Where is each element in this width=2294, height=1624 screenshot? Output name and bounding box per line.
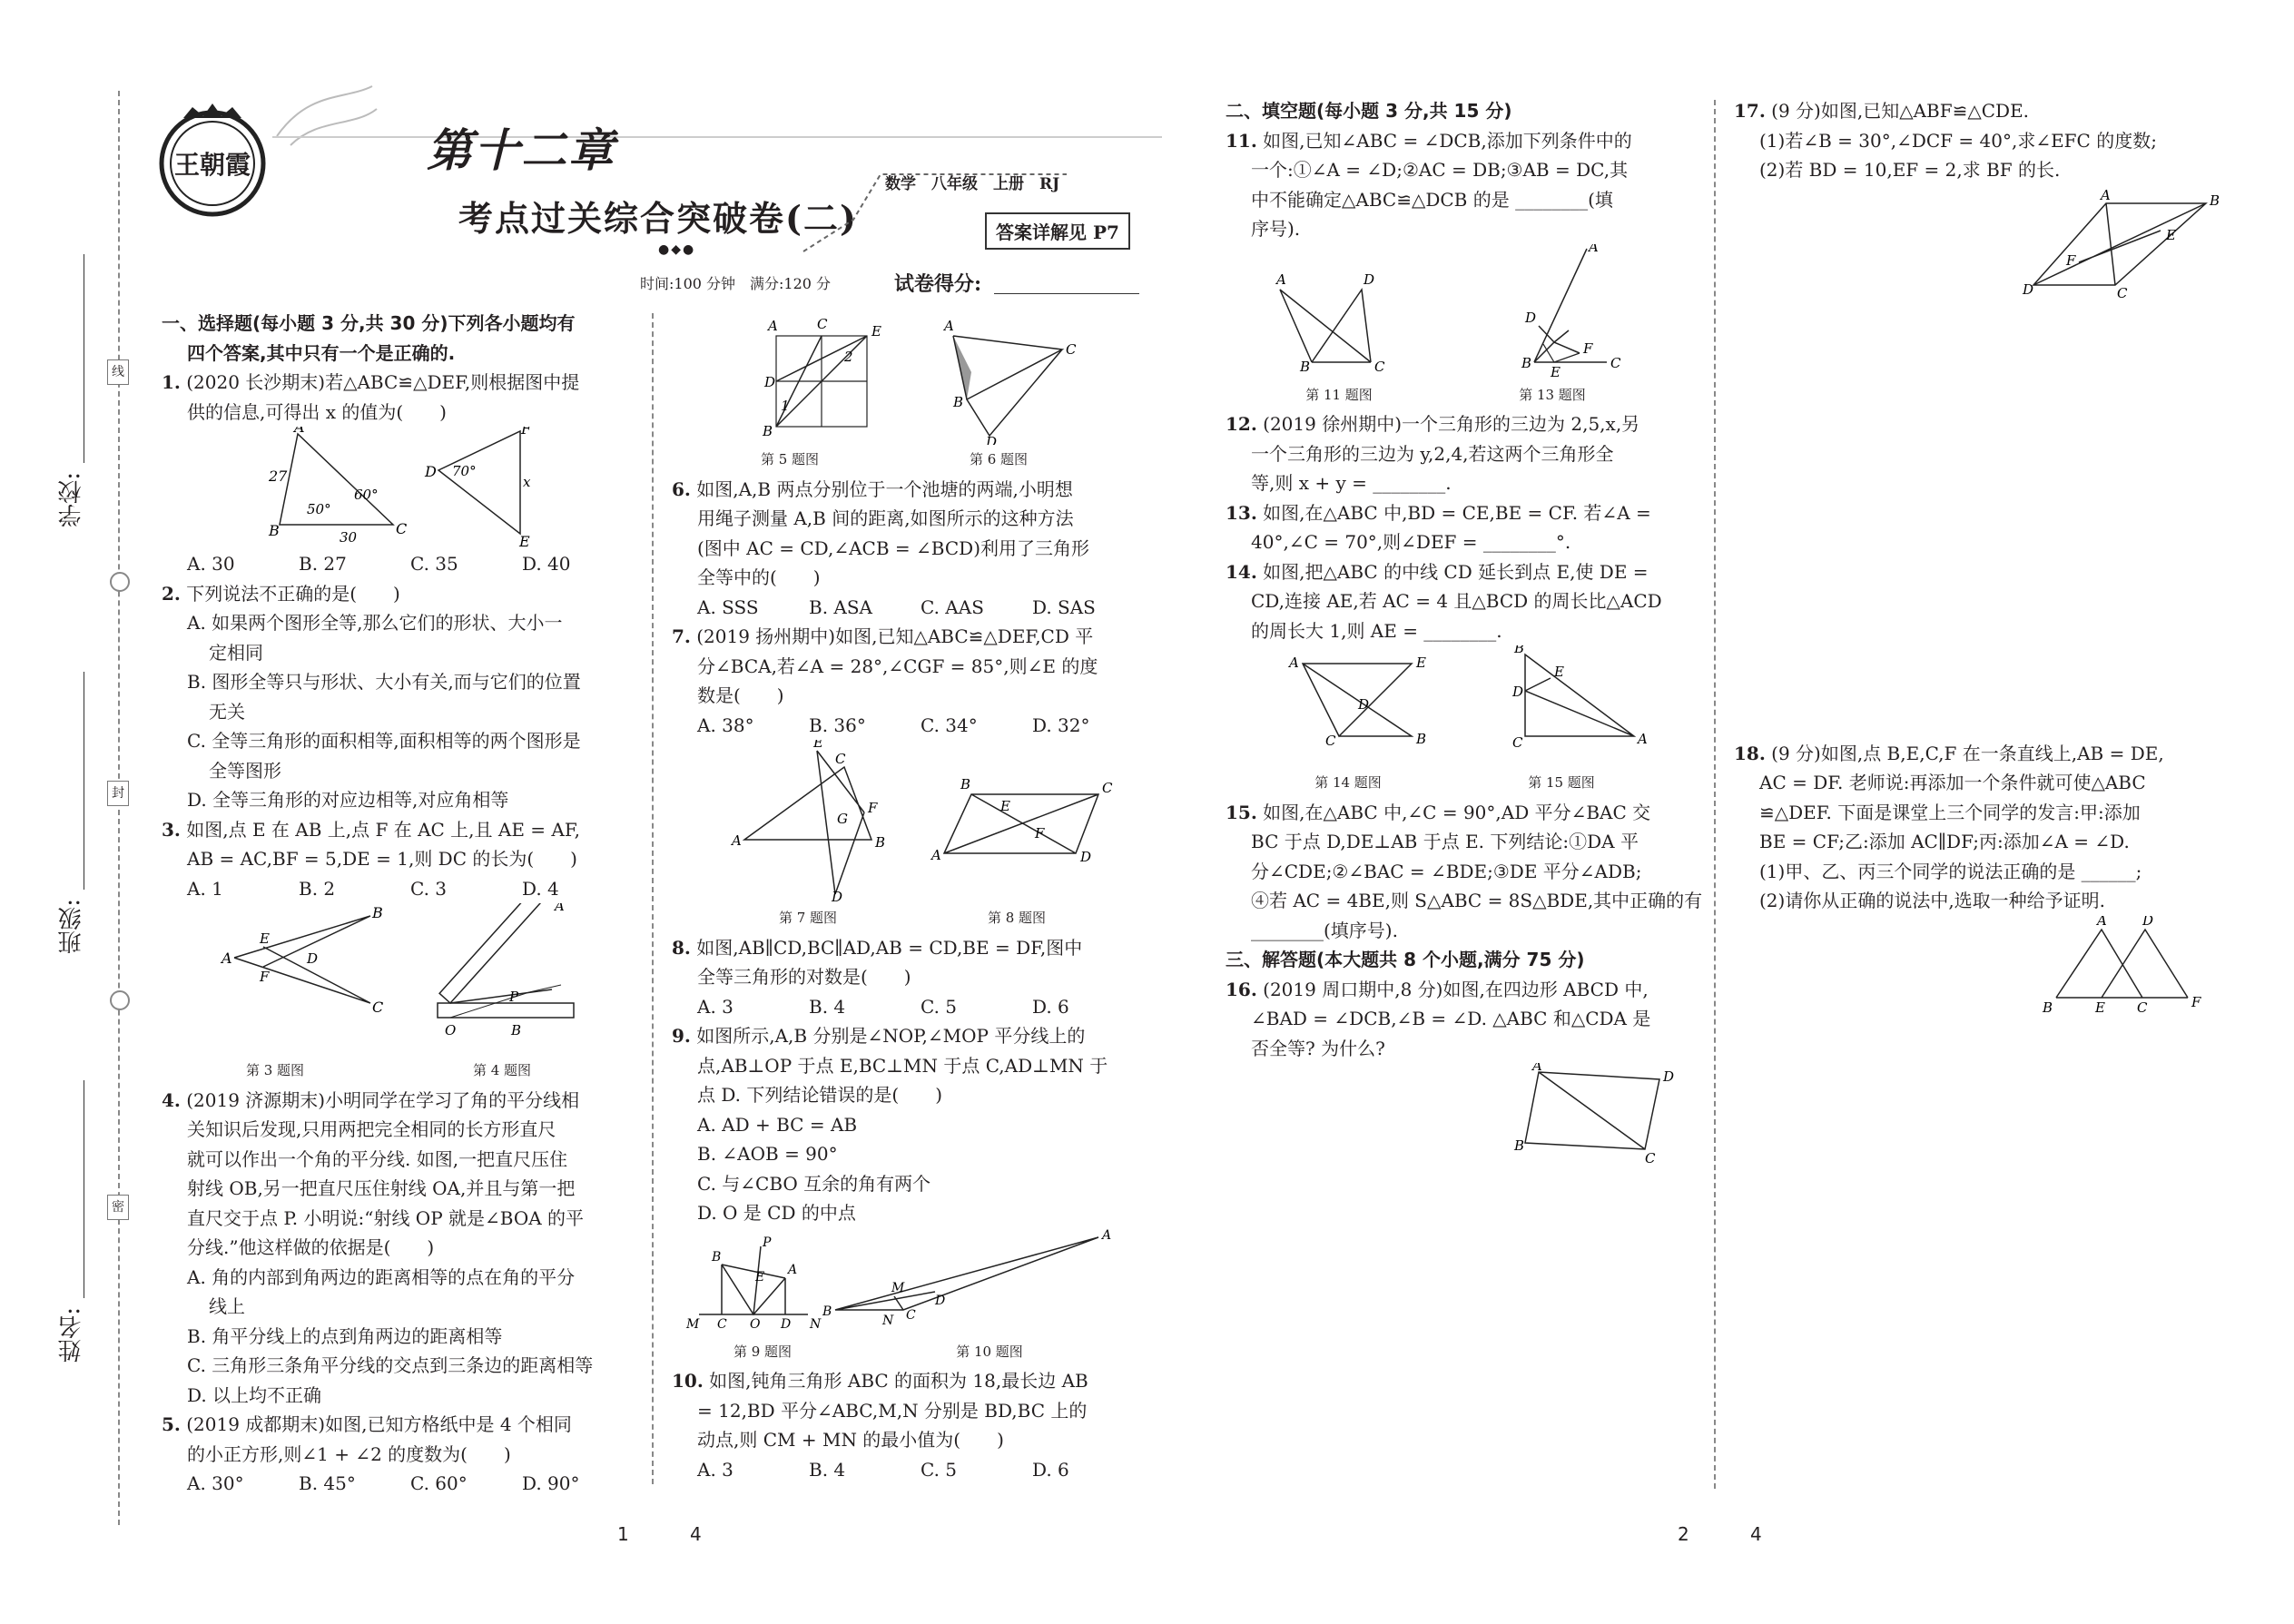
q4-option-a: A. 角的内部到角两边的距离相等的点在角的平分: [187, 1265, 576, 1288]
question-11-line3: 中不能确定△ABC≌△DCB 的是 ________(填: [1251, 188, 1613, 211]
svg-text:P: P: [763, 1235, 772, 1250]
question-7-options: [672, 711, 1144, 741]
question-12-line3: 等,则 x + y = ________.: [1251, 472, 1452, 494]
question-12-line2: 一个三角形的三边为 y,2,4,若这两个三角形全: [1251, 442, 1614, 465]
option-b: B. 2: [299, 877, 336, 900]
svg-text:A: A: [732, 832, 742, 849]
svg-text:B: B: [1416, 731, 1427, 747]
svg-text:A: A: [944, 318, 954, 334]
svg-text:C: C: [1374, 358, 1385, 375]
seal-line-mark: 线: [107, 359, 129, 385]
question-18: 18. (9 分)如图,点 B,E,C,F 在一条直线上,AB = DE,: [1734, 742, 2164, 764]
captions-q14-q15: [1226, 768, 1707, 798]
binding-hole-icon: [110, 572, 130, 592]
question-11: 11. 如图,已知∠ABC = ∠DCB,添加下列条件中的: [1226, 129, 1632, 152]
question-15: 15. 如图,在△ABC 中,∠C = 90°,AD 平分∠BAC 交: [1226, 801, 1651, 823]
class-label: 班级:: [58, 899, 85, 954]
question-9: 9. 如图所示,A,B 分别是∠NOP,∠MOP 平分线上的: [672, 1025, 1086, 1047]
question-10-options: [672, 1455, 1144, 1485]
svg-text:F: F: [1583, 340, 1593, 357]
figures-q14-q15: [1226, 645, 1707, 768]
question-16: 16. (2019 周口期中,8 分)如图,在四边形 ABCD 中,: [1226, 978, 1649, 1000]
dashed-zigzag: [799, 165, 1071, 260]
page-total-left: 4: [690, 1523, 702, 1545]
question-4-line5: 直尺交于点 P. 小明说:“射线 OP 就是∠BOA 的平: [187, 1206, 585, 1229]
answer-reference-box: 答案详解见 P7: [985, 212, 1130, 250]
question-7: 7. (2019 扬州期中)如图,已知△ABC≌△DEF,CD 平: [672, 625, 1094, 647]
svg-text:D: D: [1512, 684, 1524, 700]
caption-q6: 第 6 题图: [969, 451, 1029, 468]
svg-text:E: E: [260, 930, 270, 947]
question-3-line2: AB = AC,BF = 5,DE = 1,则 DC 的长为( ): [187, 848, 577, 870]
question-3-options: [162, 874, 634, 904]
svg-text:N: N: [882, 1313, 894, 1328]
svg-text:A: A: [294, 427, 305, 436]
svg-text:C: C: [717, 1316, 727, 1332]
question-18-line2: AC = DF. 老师说:再添加一个条件就可使△ABC: [1759, 772, 2146, 793]
figures-q11-q13: [1226, 244, 1707, 380]
svg-text:B: B: [875, 834, 886, 851]
option-a: A. 3: [697, 1458, 733, 1481]
section-1-heading-2: 四个答案,其中只有一个是正确的.: [187, 341, 456, 364]
answer-space-q17: [1734, 303, 2224, 739]
score-label: 试卷得分:: [894, 272, 982, 296]
brand-logo: [153, 102, 272, 220]
option-a: A. 1: [187, 877, 223, 900]
caption-q7: 第 7 题图: [778, 910, 838, 926]
q2-option-a-cont: 定相同: [209, 641, 263, 664]
svg-text:A: A: [931, 847, 941, 863]
svg-text:B: B: [372, 904, 383, 921]
question-15-line2: BC 于点 D,DE⊥AB 于点 E. 下列结论:①DA 平: [1251, 831, 1639, 852]
caption-q11: 第 11 题图: [1305, 386, 1373, 403]
svg-text:B: B: [712, 1249, 722, 1265]
q2-option-c: C. 全等三角形的面积相等,面积相等的两个图形是: [187, 730, 581, 752]
question-7-line2: 分∠BCA,若∠A = 28°,∠CGF = 85°,则∠E 的度: [697, 655, 1098, 677]
option-b: B. 36°: [809, 714, 866, 736]
question-6-line3: (图中 AC = CD,∠ACB = ∠BCD)利用了三角形: [697, 536, 1090, 559]
figures-q5-q6: [672, 309, 1144, 445]
binding-dashed-line: [118, 91, 120, 1525]
question-4-line3: 就可以作出一个角的平分线. 如图,一把直尺压住: [187, 1147, 568, 1170]
svg-text:F: F: [2066, 251, 2076, 269]
q9-option-c: C. 与∠CBO 互余的角有两个: [697, 1172, 931, 1195]
svg-text:A: A: [1102, 1227, 1112, 1243]
svg-text:B: B: [2043, 999, 2053, 1016]
svg-text:F: F: [868, 800, 878, 816]
option-c: C. 60°: [410, 1472, 468, 1494]
svg-text:C: C: [1645, 1150, 1656, 1163]
question-4-line4: 射线 OB,另一把直尺压住射线 OA,并且与第一把: [187, 1177, 576, 1199]
svg-text:E: E: [813, 740, 823, 751]
option-a: A. 30°: [187, 1472, 244, 1494]
question-14: 14. 如图,把△ABC 的中线 CD 延长到点 E,使 DE =: [1226, 560, 1649, 583]
captions-q11-q13: [1226, 380, 1707, 410]
svg-text:P: P: [509, 989, 519, 1005]
question-1: 1. (2020 长沙期末)若△ABC≌△DEF,则根据图中提: [162, 371, 580, 393]
svg-text:x: x: [523, 474, 531, 490]
option-b: B. ASA: [809, 595, 872, 618]
svg-text:N: N: [810, 1316, 822, 1332]
q2-option-b-cont: 无关: [209, 700, 245, 723]
svg-text:B: B: [2210, 192, 2220, 209]
option-d: D. SAS: [1032, 595, 1096, 618]
caption-q13: 第 13 题图: [1519, 386, 1586, 403]
seal-seal-mark: 封: [107, 781, 129, 806]
question-18-line4: BE = CF;乙:添加 AC∥DF;丙:添加∠A = ∠D.: [1759, 831, 2130, 852]
question-17-part1: (1)若∠B = 30°,∠DCF = 40°,求∠EFC 的度数;: [1759, 129, 2157, 152]
caption-q15: 第 15 题图: [1528, 774, 1595, 791]
question-13-line2: 40°,∠C = 70°,则∠DEF = ________°.: [1251, 531, 1571, 553]
svg-text:B: B: [511, 1022, 522, 1038]
question-12: 12. (2019 徐州期中)一个三角形的三边为 2,5,x,另: [1226, 413, 1640, 435]
captions-q7-q8: [672, 903, 1144, 933]
svg-text:C: C: [372, 999, 384, 1016]
option-b: B. 27: [299, 553, 347, 575]
question-5-line2: 的小正方形,则∠1 + ∠2 的度数为( ): [187, 1442, 511, 1465]
q4-option-c: C. 三角形三条角平分线的交点到三条边的距离相等: [187, 1354, 594, 1376]
question-10: 10. 如图,钝角三角形 ABC 的面积为 18,最长边 AB: [672, 1370, 1088, 1392]
svg-text:A: A: [1532, 1063, 1542, 1074]
question-18-part1: (1)甲、乙、丙三个同学的说法正确的是 ______;: [1759, 860, 2142, 882]
binding-hole-icon: [110, 990, 130, 1010]
svg-text:70°: 70°: [452, 463, 477, 479]
column-c: [1226, 96, 1707, 1163]
option-d: D. 6: [1032, 995, 1069, 1018]
svg-text:D: D: [1525, 309, 1537, 326]
question-16-line2: ∠BAD = ∠DCB,∠B = ∠D. △ABC 和△CDA 是: [1251, 1008, 1651, 1029]
svg-text:C: C: [906, 1307, 916, 1323]
q2-option-a: A. 如果两个图形全等,那么它们的形状、大小一: [187, 612, 563, 634]
option-c: C. 5: [921, 995, 958, 1018]
figures-q9-q10: [672, 1228, 1144, 1337]
name-label: 姓名:: [58, 1307, 85, 1363]
svg-text:D: D: [1663, 1068, 1675, 1085]
svg-text:A: A: [555, 903, 565, 914]
question-1-options: [162, 549, 634, 579]
caption-q4: 第 4 题图: [472, 1062, 532, 1078]
svg-text:E: E: [1551, 363, 1561, 380]
svg-text:A: A: [1638, 731, 1648, 747]
svg-text:A: A: [1276, 271, 1286, 288]
svg-text:D: D: [832, 889, 843, 903]
q2-option-d: D. 全等三角形的对应边相等,对应角相等: [187, 789, 509, 811]
svg-text:C: C: [1102, 780, 1113, 796]
svg-text:E: E: [1416, 655, 1426, 671]
q4-option-a-cont: 线上: [209, 1295, 245, 1317]
svg-text:B: B: [269, 522, 280, 539]
q2-option-c-cont: 全等图形: [209, 759, 281, 782]
svg-text:B: B: [1521, 354, 1532, 371]
exam-title: 考点过关综合突破卷(二): [458, 198, 858, 239]
svg-text:F: F: [1035, 825, 1045, 842]
question-15-line3: 分∠CDE;②∠BAC = ∠BDE;③DE 平分∠ADB;: [1251, 860, 1642, 882]
svg-text:D: D: [986, 434, 998, 445]
figure-q18: [1734, 916, 2224, 1025]
caption-q9: 第 9 题图: [733, 1343, 793, 1360]
svg-text:C: C: [1610, 354, 1621, 371]
question-3: 3. 如图,点 E 在 AB 上,点 F 在 AC 上,且 AE = AF,: [162, 818, 580, 841]
option-a: A. 30: [187, 553, 235, 575]
svg-text:B: B: [1514, 1137, 1525, 1154]
figure-q17: [1734, 185, 2224, 303]
option-d: D. 6: [1032, 1458, 1069, 1481]
option-c: C. 5: [921, 1458, 958, 1481]
svg-text:E: E: [2095, 999, 2105, 1016]
score-underline: [994, 293, 1139, 294]
question-13: 13. 如图,在△ABC 中,BD = CE,BE = CF. 若∠A =: [1226, 501, 1651, 524]
question-4: 4. (2019 济源期末)小明同学在学习了角的平分线相: [162, 1088, 580, 1111]
svg-text:E: E: [871, 323, 881, 340]
figure-q1: [162, 427, 634, 549]
svg-text:1: 1: [781, 398, 790, 414]
logo-text: 王朝霞: [173, 150, 251, 180]
svg-text:E: E: [1554, 664, 1564, 680]
q2-option-b: B. 图形全等只与形状、大小有关,而与它们的位置: [187, 671, 581, 693]
section-2-heading: 二、填空题(每小题 3 分,共 15 分): [1226, 100, 1512, 122]
option-a: A. SSS: [697, 595, 759, 618]
option-c: C. 34°: [921, 714, 978, 736]
svg-text:G: G: [837, 811, 848, 827]
question-4-line6: 分线.”他这样做的依据是( ): [187, 1236, 435, 1258]
svg-text:C: C: [1066, 341, 1077, 358]
svg-text:B: B: [1514, 645, 1525, 656]
option-a: A. 38°: [697, 714, 754, 736]
question-6: 6. 如图,A,B 两点分别位于一个池塘的两端,小明想: [672, 477, 1073, 500]
svg-text:60°: 60°: [354, 487, 379, 503]
seal-secret-mark: 密: [107, 1195, 129, 1220]
question-7-line3: 数是( ): [697, 684, 784, 706]
q4-option-d: D. 以上均不正确: [187, 1383, 322, 1406]
question-11-line4: 序号).: [1251, 218, 1301, 240]
page-total-right: 4: [1750, 1523, 1762, 1545]
question-6-line4: 全等中的( ): [697, 566, 821, 588]
q9-option-d: D. O 是 CD 的中点: [697, 1202, 856, 1224]
question-6-options: [672, 593, 1144, 623]
captions-q5-q6: [672, 445, 1144, 475]
svg-text:C: C: [396, 520, 408, 537]
option-d: D. 90°: [522, 1472, 580, 1494]
question-17-part2: (2)若 BD = 10,EF = 2,求 BF 的长.: [1759, 159, 2061, 181]
chapter-title: 第十二章: [427, 123, 615, 177]
option-b: B. 4: [809, 995, 846, 1018]
section-3-heading: 三、解答题(本大题共 8 个小题,满分 75 分): [1226, 949, 1585, 970]
option-c: C. AAS: [921, 595, 984, 618]
question-15-line5: ________(填序号).: [1251, 919, 1398, 941]
svg-text:C: C: [2137, 999, 2148, 1016]
question-5: 5. (2019 成都期末)如图,已知方格纸中是 4 个相同: [162, 1413, 572, 1435]
question-8: 8. 如图,AB∥CD,BC∥AD,AB = CD,BE = DF,图中: [672, 936, 1083, 959]
question-18-line3: ≌△DEF. 下面是课堂上三个同学的发言:甲:添加: [1759, 801, 2141, 823]
option-a: A. 3: [697, 995, 733, 1018]
svg-text:B: B: [960, 776, 971, 792]
question-2: 2. 下列说法不正确的是( ): [162, 582, 400, 605]
svg-text:F: F: [521, 427, 532, 438]
svg-text:C: C: [835, 751, 846, 767]
svg-text:D: D: [1364, 271, 1375, 288]
option-c: C. 3: [410, 877, 448, 900]
page-number-left: 1: [617, 1523, 629, 1545]
caption-q10: 第 10 题图: [956, 1343, 1023, 1360]
caption-q3: 第 3 题图: [245, 1062, 305, 1078]
caption-q8: 第 8 题图: [987, 910, 1047, 926]
svg-text:B: B: [763, 423, 773, 439]
svg-text:D: D: [935, 1293, 946, 1308]
dots-decoration: ●◆●: [658, 242, 696, 257]
svg-text:D: D: [1080, 849, 1092, 865]
question-11-line2: 一个:①∠A = ∠D;②AC = DB;③AB = DC,其: [1251, 159, 1629, 181]
captions-q9-q10: [672, 1337, 1144, 1367]
svg-text:A: A: [1589, 243, 1599, 255]
svg-text:D: D: [1358, 696, 1370, 713]
svg-text:C: C: [1325, 733, 1336, 749]
caption-q5: 第 5 题图: [760, 451, 820, 468]
figures-q3-q4: [162, 903, 634, 1056]
column-a: [162, 309, 634, 1499]
svg-text:A: A: [1289, 655, 1299, 671]
svg-text:E: E: [519, 533, 530, 549]
svg-text:A: A: [222, 950, 232, 967]
svg-text:A: A: [2101, 186, 2111, 203]
question-14-line3: 的周长大 1,则 AE = ________.: [1251, 619, 1502, 642]
svg-text:E: E: [2166, 226, 2176, 243]
svg-text:F: F: [260, 969, 270, 985]
column-divider: [652, 313, 654, 1484]
figure-q16: [1226, 1063, 1707, 1163]
option-d: D. 32°: [1032, 714, 1090, 736]
page-number-right: 2: [1678, 1523, 1689, 1545]
svg-text:C: C: [2117, 284, 2128, 301]
question-4-line2: 关知识后发现,只用两把完全相同的长方形直尺: [187, 1118, 556, 1140]
svg-text:A: A: [2097, 915, 2107, 929]
option-b: B. 45°: [299, 1472, 356, 1494]
question-10-line2: = 12,BD 平分∠ABC,M,N 分别是 BD,BC 上的: [697, 1399, 1088, 1422]
svg-text:E: E: [755, 1269, 765, 1284]
svg-text:50°: 50°: [307, 501, 331, 517]
subject-meta: 数学 八年级 上册 RJ: [885, 175, 1060, 193]
svg-text:B: B: [822, 1304, 832, 1319]
svg-text:O: O: [445, 1022, 457, 1038]
question-14-line2: CD,连接 AE,若 AC = 4 且△BCD 的周长比△ACD: [1251, 590, 1662, 612]
option-c: C. 35: [410, 553, 458, 575]
svg-text:2: 2: [844, 349, 853, 365]
question-15-line4: ④若 AC = 4BE,则 S△ABC = 8S△BDE,其中正确的有: [1251, 890, 1703, 911]
svg-text:C: C: [1512, 734, 1523, 751]
question-18-part2: (2)请你从正确的说法中,选取一种给予证明.: [1759, 890, 2106, 911]
svg-text:D: D: [764, 374, 776, 390]
svg-text:D: D: [425, 463, 437, 480]
svg-text:M: M: [686, 1316, 700, 1332]
svg-text:D: D: [307, 950, 319, 967]
svg-text:A: A: [788, 1262, 798, 1277]
header-band: [272, 136, 1162, 149]
caption-q14: 第 14 题图: [1314, 774, 1382, 791]
school-label: 学校:: [58, 472, 85, 527]
svg-text:E: E: [1000, 798, 1010, 814]
svg-text:O: O: [750, 1316, 761, 1332]
question-17: 17. (9 分)如图,已知△ABF≌△CDE.: [1734, 100, 2030, 122]
section-1-heading: 一、选择题(每小题 3 分,共 30 分)下列各小题均有: [162, 312, 576, 334]
question-8-options: [672, 992, 1144, 1022]
svg-text:C: C: [817, 316, 828, 332]
svg-text:30: 30: [340, 529, 358, 546]
question-8-line2: 全等三角形的对数是( ): [697, 966, 911, 988]
q4-option-b: B. 角平分线上的点到角两边的距离相等: [187, 1324, 503, 1347]
question-10-line3: 动点,则 CM + MN 的最小值为( ): [697, 1429, 1004, 1451]
column-divider: [1714, 100, 1716, 1489]
question-5-options: [162, 1469, 634, 1499]
question-1-line2: 供的信息,可得出 x 的值为( ): [187, 400, 447, 423]
question-6-line2: 用绳子测量 A,B 间的距离,如图所示的这种方法: [697, 507, 1074, 529]
question-16-line3: 否全等? 为什么?: [1251, 1037, 1385, 1059]
svg-text:B: B: [953, 394, 964, 410]
svg-text:D: D: [781, 1316, 792, 1332]
svg-text:F: F: [2191, 993, 2201, 1010]
option-d: D. 4: [522, 877, 559, 900]
svg-text:D: D: [2142, 915, 2154, 929]
figures-q7-q8: [672, 740, 1144, 903]
svg-text:B: B: [1300, 358, 1311, 375]
time-info: 时间:100 分钟 满分:120 分: [640, 275, 832, 292]
svg-text:A: A: [768, 318, 778, 334]
svg-text:D: D: [2023, 281, 2034, 298]
option-b: B. 4: [809, 1458, 846, 1481]
column-b: [672, 309, 1144, 1484]
question-9-line3: 点 D. 下列结论错误的是( ): [697, 1084, 942, 1106]
captions-q3-q4: [162, 1056, 634, 1086]
question-9-line2: 点,AB⊥OP 于点 E,BC⊥MN 于点 C,AD⊥MN 于: [697, 1054, 1108, 1077]
column-d: [1734, 96, 2224, 1025]
svg-text:M: M: [891, 1280, 905, 1295]
q9-option-a: A. AD + BC = AB: [697, 1113, 858, 1136]
q9-option-b: B. ∠AOB = 90°: [697, 1143, 838, 1165]
option-d: D. 40: [522, 553, 571, 575]
svg-text:27: 27: [269, 468, 288, 485]
